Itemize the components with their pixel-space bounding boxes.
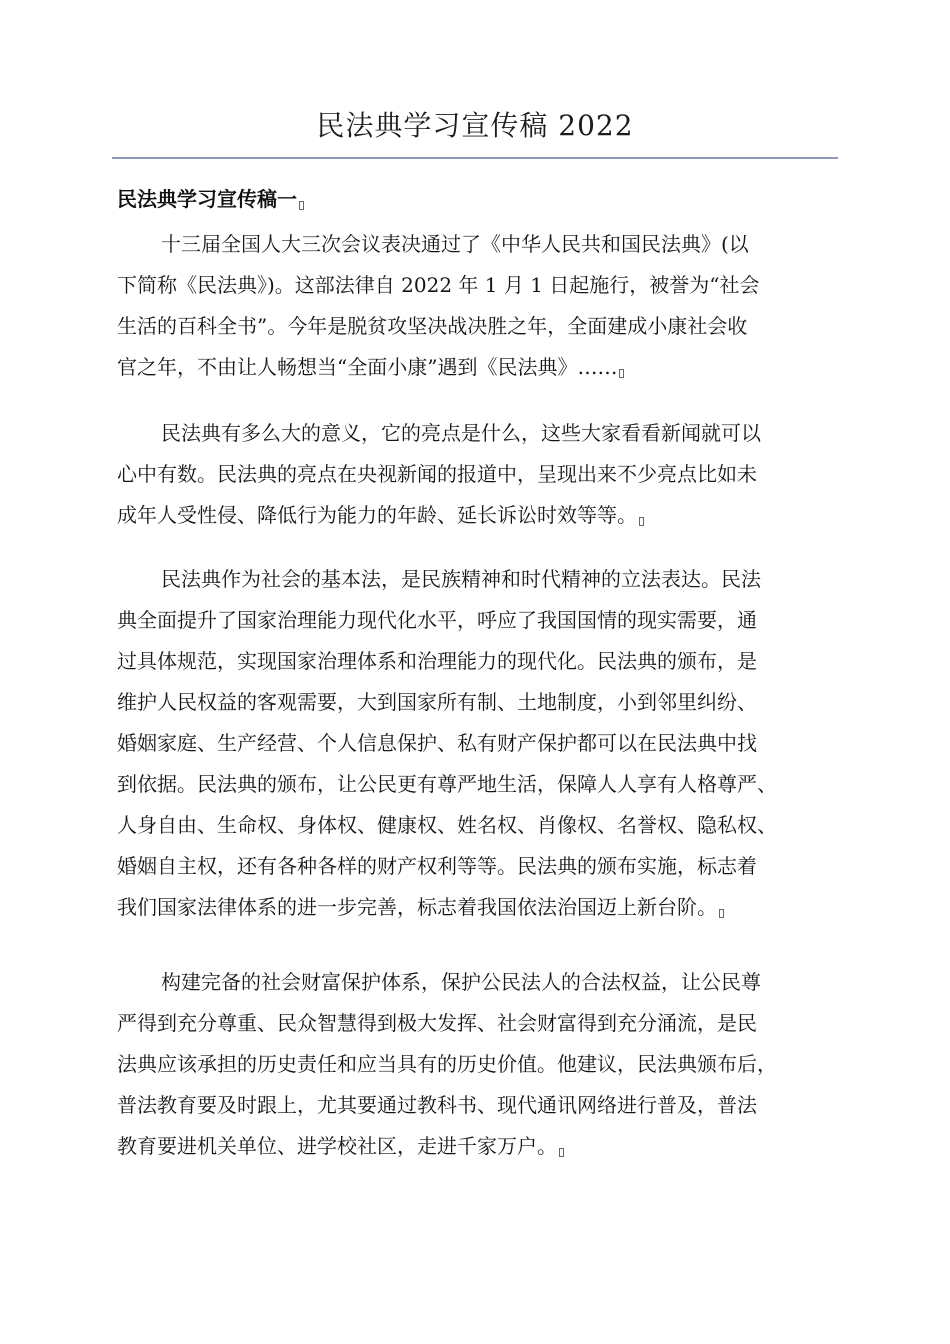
paragraph-line <box>117 887 777 928</box>
paragraph-4 <box>117 962 777 1167</box>
paragraph-mark-icon <box>619 369 624 378</box>
paragraph-line: 婚姻家庭、生产经营、个人信息保护、私有财产保护都可以在民法典中找 <box>117 731 757 755</box>
section-heading <box>117 183 304 212</box>
paragraph-3 <box>117 559 777 928</box>
title-divider <box>112 157 838 159</box>
paragraph-line: 下简称《民法典》)。这部法律自 2022 年 1 月 1 日起施行，被誉为“社会 <box>117 273 760 297</box>
paragraph-line <box>117 495 761 536</box>
document-title: 民法典学习宣传稿 2022 <box>316 109 634 142</box>
paragraph-line-text: 我们国家法律体系的进一步完善，标志着我国依法治国迈上新台阶。 <box>117 895 717 919</box>
paragraph-1 <box>117 224 760 388</box>
paragraph-line: 过具体规范，实现国家治理体系和治理能力的现代化。民法典的颁布，是 <box>117 649 757 673</box>
paragraph-line-text: 成年人受性侵、降低行为能力的年龄、延长诉讼时效等等。 <box>117 503 637 527</box>
section-heading-text: 民法典学习宣传稿一 <box>117 187 297 211</box>
paragraph-line <box>117 1126 777 1167</box>
paragraph-line: 维护人民权益的客观需要，大到国家所有制、土地制度，小到邻里纠纷、 <box>117 690 757 714</box>
paragraph-line: 民法典作为社会的基本法，是民族精神和时代精神的立法表达。民法 <box>161 567 761 591</box>
paragraph-mark-icon <box>719 909 724 918</box>
paragraph-2 <box>117 413 761 536</box>
paragraph-line: 法典应该承担的历史责任和应当具有的历史价值。他建议，民法典颁布后， <box>117 1052 777 1076</box>
paragraph-mark-icon <box>639 517 644 526</box>
paragraph-line: 典全面提升了国家治理能力现代化水平，呼应了我国国情的现实需要，通 <box>117 608 757 632</box>
paragraph-line: 十三届全国人大三次会议表决通过了《中华人民共和国民法典》(以 <box>161 232 749 256</box>
paragraph-line <box>117 347 760 388</box>
paragraph-line: 婚姻自主权，还有各种各样的财产权利等等。民法典的颁布实施，标志着 <box>117 854 757 878</box>
paragraph-line: 严得到充分尊重、民众智慧得到极大发挥、社会财富得到充分涌流，是民 <box>117 1011 757 1035</box>
paragraph-line: 人身自由、生命权、身体权、健康权、姓名权、肖像权、名誉权、隐私权、 <box>117 813 777 837</box>
paragraph-line: 民法典有多么大的意义，它的亮点是什么，这些大家看看新闻就可以 <box>161 421 761 445</box>
paragraph-line: 构建完备的社会财富保护体系，保护公民法人的合法权益，让公民尊 <box>161 970 761 994</box>
paragraph-line-text: 教育要进机关单位、进学校社区，走进千家万户。 <box>117 1134 557 1158</box>
paragraph-line: 心中有数。民法典的亮点在央视新闻的报道中，呈现出来不少亮点比如未 <box>117 462 757 486</box>
paragraph-mark-icon <box>299 201 304 210</box>
paragraph-line: 到依据。民法典的颁布，让公民更有尊严地生活，保障人人享有人格尊严、 <box>117 772 777 796</box>
paragraph-line-text: 官之年，不由让人畅想当“全面小康”遇到《民法典》…… <box>117 355 618 379</box>
paragraph-mark-icon <box>559 1148 564 1157</box>
paragraph-line: 生活的百科全书”。今年是脱贫攻坚决战决胜之年，全面建成小康社会收 <box>117 314 748 338</box>
paragraph-line: 普法教育要及时跟上，尤其要通过教科书、现代通讯网络进行普及，普法 <box>117 1093 757 1117</box>
